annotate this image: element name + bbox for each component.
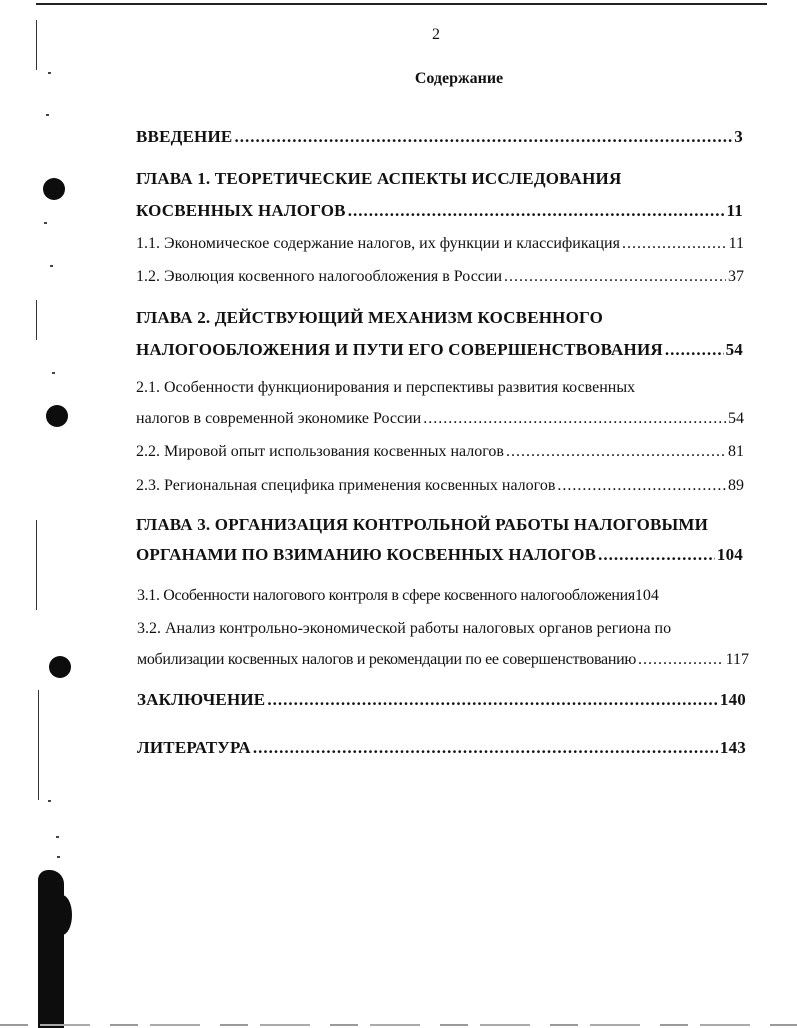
toc-page-number: 140 [719, 690, 746, 709]
toc-page-number: 54 [728, 410, 744, 427]
scan-speck [46, 114, 49, 116]
toc-page-number: 81 [728, 443, 744, 460]
scan-margin-line [36, 520, 37, 610]
toc-page-number: 3 [734, 127, 743, 146]
scan-speck [56, 836, 59, 838]
toc-entry-conclusion[interactable] [137, 690, 746, 710]
dot-leader [557, 477, 726, 495]
scan-margin-line [38, 690, 39, 800]
toc-entry-label: налогов в современной экономике России [136, 410, 422, 427]
toc-entry-label: 1.2. Эволюция косвенного налогообложения в России [136, 268, 503, 285]
dot-leader [267, 690, 718, 710]
punch-hole [46, 405, 68, 427]
toc-entry-introduction[interactable] [136, 127, 743, 147]
toc-entry-chapter-1[interactable] [136, 201, 743, 221]
scan-speck [57, 856, 60, 858]
scan-smudge [38, 870, 64, 1028]
dot-leader [638, 651, 724, 669]
scan-top-edge [36, 3, 767, 5]
toc-entry-section-2-1[interactable] [136, 410, 744, 428]
toc-page-number: 89 [728, 477, 744, 494]
toc-entry-label: мобилизации косвенных налогов и рекомендации по ее совершенствованию [137, 651, 637, 668]
toc-chapter-2-heading[interactable]: ГЛАВА 2. ДЕЙСТВУЮЩИЙ МЕХАНИЗМ КОСВЕННОГО [136, 308, 604, 327]
punch-hole [49, 656, 71, 678]
toc-page-number: 37 [728, 268, 744, 285]
toc-chapter-1-heading[interactable]: ГЛАВА 1. ТЕОРЕТИЧЕСКИЕ АСПЕКТЫ ИССЛЕДОВАНИЯ [136, 169, 622, 188]
dot-leader [234, 127, 732, 147]
dot-leader [504, 268, 726, 286]
dot-leader [622, 235, 727, 253]
toc-entry-section-2-3[interactable] [136, 477, 744, 495]
dot-leader [423, 410, 726, 428]
dot-leader [598, 545, 715, 565]
toc-entry-label: ОРГАНАМИ ПО ВЗИМАНИЮ КОСВЕННЫХ НАЛОГОВ [136, 545, 597, 564]
toc-entry-chapter-3[interactable] [136, 545, 743, 565]
toc-entry-label: 3.1. Особенности налогового контроля в сфере косвенного налогообложения [137, 587, 635, 604]
toc-entry-section-2-2[interactable] [136, 443, 744, 461]
toc-entry-chapter-2[interactable] [136, 340, 743, 360]
toc-entry-section-1-2[interactable] [136, 268, 744, 286]
toc-entry-section-1-1[interactable] [136, 235, 744, 253]
toc-entry-section-3-1[interactable] [137, 587, 749, 605]
dot-leader [348, 201, 725, 221]
toc-page-number: 117 [725, 651, 749, 668]
scan-speck [50, 265, 53, 267]
scan-smudge [52, 895, 72, 935]
toc-page-number: 104 [634, 587, 659, 604]
toc-entry-label: КОСВЕННЫХ НАЛОГОВ [136, 201, 346, 220]
toc-entry-label: ЗАКЛЮЧЕНИЕ [137, 690, 266, 709]
dot-leader [506, 443, 726, 461]
scan-speck [48, 800, 51, 802]
toc-entry-label: НАЛОГООБЛОЖЕНИЯ И ПУТИ ЕГО СОВЕРШЕНСТВОВАНИЯ [136, 340, 663, 359]
toc-entry-literature[interactable] [137, 738, 746, 758]
toc-page-number: 11 [726, 201, 743, 220]
scan-speck [44, 222, 47, 224]
page-number: 2 [432, 26, 440, 43]
punch-hole [43, 178, 65, 200]
toc-page-number: 54 [725, 340, 743, 359]
toc-page-number: 11 [728, 235, 744, 252]
toc-page-number: 104 [716, 545, 743, 564]
toc-entry-label: 2.2. Мировой опыт использования косвенных налогов [136, 443, 504, 460]
toc-entry-section-3-2[interactable] [137, 651, 749, 669]
toc-section-3-2-line[interactable]: 3.2. Анализ контрольно-экономической работы налоговых органов региона по [137, 620, 672, 637]
toc-entry-label: 1.1. Экономическое содержание налогов, их функции и классификация [136, 235, 620, 252]
toc-chapter-3-heading[interactable]: ГЛАВА 3. ОРГАНИЗАЦИЯ КОНТРОЛЬНОЙ РАБОТЫ НАЛОГОВЫМИ [136, 515, 709, 534]
toc-page-number: 143 [719, 738, 746, 757]
dot-leader [253, 738, 718, 758]
dot-leader [665, 340, 724, 360]
toc-entry-label: ВВЕДЕНИЕ [136, 127, 233, 146]
toc-section-2-1-line[interactable]: 2.1. Особенности функционирования и перспективы развития косвенных [136, 379, 636, 396]
scan-bottom-edge [0, 1024, 797, 1026]
page-title: Содержание [414, 70, 504, 87]
scan-speck [52, 372, 55, 374]
toc-entry-label: ЛИТЕРАТУРА [137, 738, 251, 757]
scan-margin-line [36, 300, 37, 340]
toc-entry-label: 2.3. Региональная специфика применения косвенных налогов [136, 477, 556, 494]
